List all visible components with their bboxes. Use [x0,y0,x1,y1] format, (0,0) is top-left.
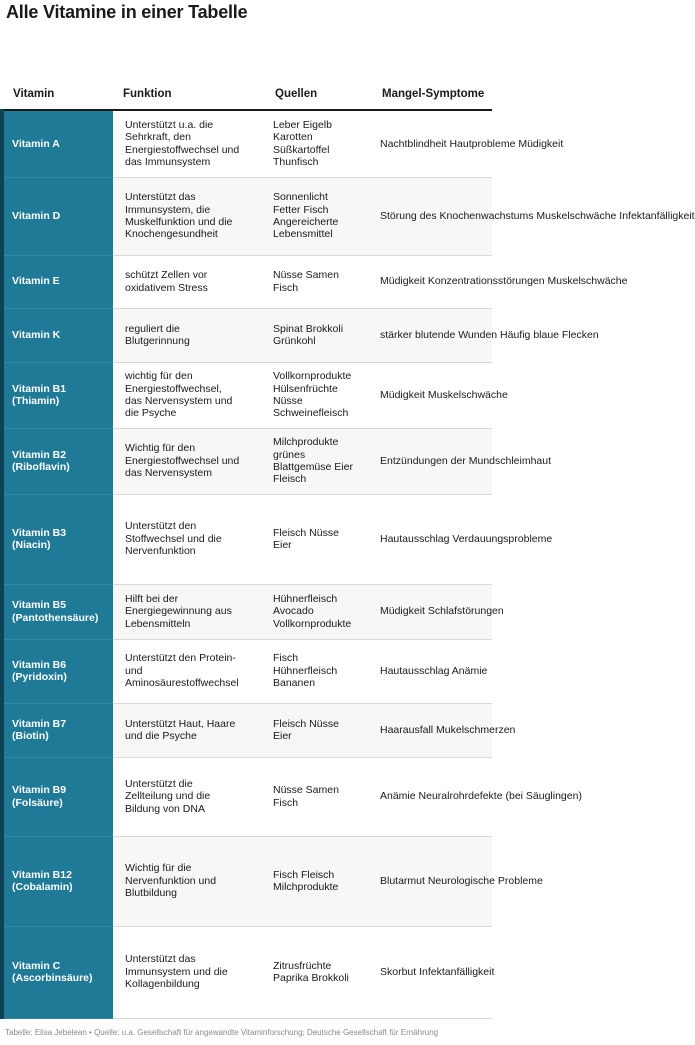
quellen-cell: Sonnenlicht Fetter Fisch Angereicherte Lebensmittel [265,177,372,255]
column-header-funktion: Funktion [113,79,265,110]
table-row [2,703,492,757]
page-title: Alle Vitamine in einer Tabelle [6,2,248,22]
quellen-cell: Vollkornprodukte Hülsenfrüchte Nüsse Schweinefleisch [265,362,372,428]
mangel-symptome-cell: Anämie Neuralrohrdefekte (bei Säuglingen) [372,757,492,836]
mangel-symptome-cell: Entzündungen der Mundschleimhaut [372,428,492,494]
column-header-mangel-symptome: Mangel-Symptome [372,79,492,110]
table-row [2,836,492,926]
funktion-cell: Wichtig für den Energiestoffwechsel und das Nervensystem [113,428,265,494]
quellen-cell: Fisch Hühnerfleisch Bananen [265,639,372,703]
quellen-cell: Zitrusfrüchte Paprika Brokkoli [265,926,372,1018]
quellen-cell: Leber Eigelb Karotten Süßkartoffel Thunfisch [265,110,372,177]
quellen-cell: Fleisch Nüsse Eier [265,703,372,757]
vitamin-name-cell: Vitamin B7 (Biotin) [2,703,113,757]
quellen-cell: Fleisch Nüsse Eier [265,494,372,584]
funktion-cell: Wichtig für die Nervenfunktion und Blutbildung [113,836,265,926]
source-footer: Tabelle: Elisa Jebelean • Quelle: u.a. Gesellschaft für angewandte Vitaminforschung; Deutsche Gesellschaft für Ernährung [5,1028,439,1037]
funktion-cell: wichtig für den Energiestoffwechsel, das Nervensystem und die Psyche [113,362,265,428]
table-row [2,177,492,255]
mangel-symptome-cell: stärker blutende Wunden Häufig blaue Flecken [372,308,492,362]
funktion-cell: reguliert die Blutgerinnung [113,308,265,362]
funktion-cell: Unterstützt das Immunsystem und die Kollagenbildung [113,926,265,1018]
quellen-cell: Nüsse Samen Fisch [265,255,372,308]
funktion-cell: Unterstützt das Immunsystem, die Muskelfunktion und die Knochengesundheit [113,177,265,255]
table-row [2,494,492,584]
quellen-cell: Fisch Fleisch Milchprodukte [265,836,372,926]
funktion-cell: Unterstützt Haut, Haare und die Psyche [113,703,265,757]
table-row [2,255,492,308]
vitamin-name-cell: Vitamin E [2,255,113,308]
vitamin-name-cell: Vitamin B12 (Cobalamin) [2,836,113,926]
mangel-symptome-cell: Nachtblindheit Hautprobleme Müdigkeit [372,110,492,177]
table-row [2,362,492,428]
table-row [2,584,492,639]
vitamin-name-cell: Vitamin A [2,110,113,177]
funktion-cell: schützt Zellen vor oxidativem Stress [113,255,265,308]
vitamin-name-cell: Vitamin B5 (Pantothensäure) [2,584,113,639]
vitamin-name-cell: Vitamin K [2,308,113,362]
table-row [2,639,492,703]
mangel-symptome-cell: Hautausschlag Verdauungsprobleme [372,494,492,584]
vitamin-table [0,79,695,1019]
mangel-symptome-cell: Müdigkeit Konzentrationsstörungen Muskelschwäche [372,255,492,308]
column-header-quellen: Quellen [265,79,372,110]
column-header-vitamin: Vitamin [2,79,113,110]
vitamin-name-cell: Vitamin C (Ascorbinsäure) [2,926,113,1018]
table-row [2,926,492,1018]
table-header-row [2,79,492,110]
table-row [2,308,492,362]
mangel-symptome-cell: Müdigkeit Schlafstörungen [372,584,492,639]
vitamin-name-cell: Vitamin B1 (Thiamin) [2,362,113,428]
vitamin-name-cell: Vitamin B2 (Riboflavin) [2,428,113,494]
vitamin-name-cell: Vitamin B9 (Folsäure) [2,757,113,836]
mangel-symptome-cell: Störung des Knochenwachstums Muskelschwäche Infektanfälligkeit [372,177,492,255]
mangel-symptome-cell: Haarausfall Mukelschmerzen [372,703,492,757]
mangel-symptome-cell: Hautausschlag Anämie [372,639,492,703]
mangel-symptome-cell: Skorbut Infektanfälligkeit [372,926,492,1018]
vitamin-table-container[interactable] [0,79,695,1017]
funktion-cell: Unterstützt den Protein- und Aminosäurestoffwechsel [113,639,265,703]
quellen-cell: Milchprodukte grünes Blattgemüse Eier Fleisch [265,428,372,494]
funktion-cell: Unterstützt die Zellteilung und die Bildung von DNA [113,757,265,836]
quellen-cell: Nüsse Samen Fisch [265,757,372,836]
vitamin-name-cell: Vitamin B3 (Niacin) [2,494,113,584]
mangel-symptome-cell: Blutarmut Neurologische Probleme [372,836,492,926]
vitamin-name-cell: Vitamin B6 (Pyridoxin) [2,639,113,703]
quellen-cell: Hühnerfleisch Avocado Vollkornprodukte [265,584,372,639]
funktion-cell: Unterstützt u.a. die Sehrkraft, den Energiestoffwechsel und das Immunsystem [113,110,265,177]
mangel-symptome-cell: Müdigkeit Muskelschwäche [372,362,492,428]
table-row [2,757,492,836]
funktion-cell: Hilft bei der Energiegewinnung aus Lebensmitteln [113,584,265,639]
table-row [2,110,492,177]
vitamin-name-cell: Vitamin D [2,177,113,255]
quellen-cell: Spinat Brokkoli Grünkohl [265,308,372,362]
funktion-cell: Unterstützt den Stoffwechsel und die Nervenfunktion [113,494,265,584]
table-row [2,428,492,494]
